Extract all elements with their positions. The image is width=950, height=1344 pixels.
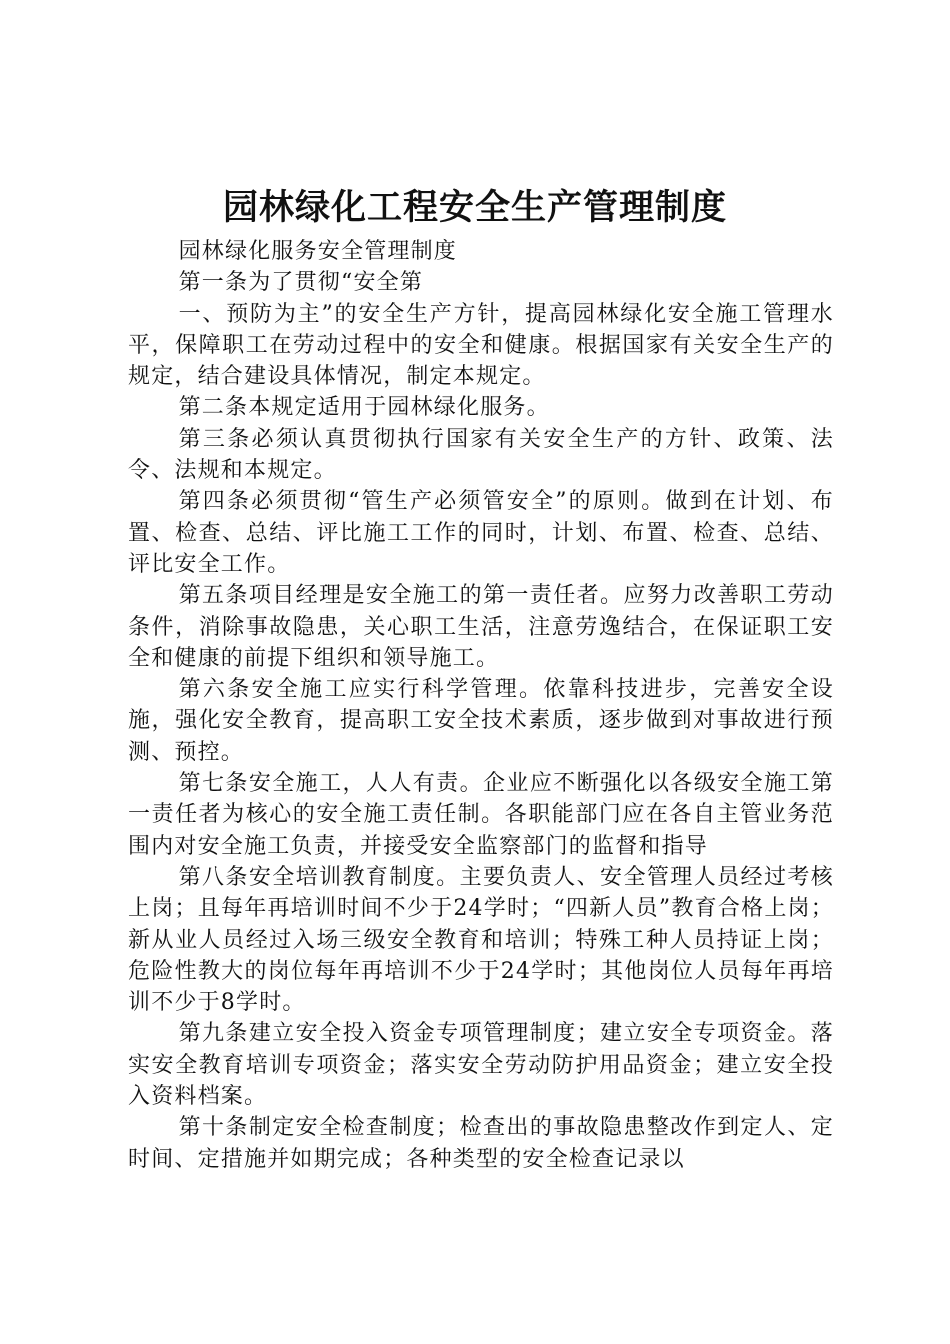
paragraph-subtitle: 园林绿化服务安全管理制度 — [178, 239, 457, 264]
paragraph-article-9: 第九条建立安全投入资金专项管理制度；建立安全专项资金。落实安全教育培训专项资金；落实安全劳动防护用品资金；建立安全投入资料档案。 — [128, 1021, 834, 1110]
paragraph-article-2: 第二条本规定适用于园林绿化服务。 — [178, 395, 550, 421]
paragraph-article-3: 第三条必须认真贯彻执行国家有关安全生产的方针、政策、法令、法规和本规定。 — [128, 426, 834, 484]
paragraph-article-6: 第六条安全施工应实行科学管理。依靠科技进步，完善安全设施，强化安全教育，提高职工安全技术素质，逐步做到对事故进行预测、预控。 — [128, 677, 834, 765]
paragraph-article-8: 第八条安全培训教育制度。主要负责人、安全管理人员经过考核上岗；且每年再培训时间不少于24学时；“四新人员”教育合格上岗；新从业人员经过入场三级安全教育和培训；特殊工种人员持证上岗；危险性教大的岗位每年再培训不少于24学时；其他岗位人员每年再培训不少于8学时。 — [128, 864, 834, 1016]
document-title: 园林绿化工程安全生产管理制度 — [222, 188, 727, 228]
paragraph-article-1: 一、预防为主”的安全生产方针，提高园林绿化安全施工管理水平，保障职工在劳动过程中的安全和健康。根据国家有关安全生产的规定，结合建设具体情况，制定本规定。 — [128, 301, 834, 390]
paragraph-article-4: 第四条必须贯彻“管生产必须管安全”的原则。做到在计划、布置、检查、总结、评比施工工作的同时，计划、布置、检查、总结、评比安全工作。 — [128, 489, 834, 577]
paragraph-article-10: 第十条制定安全检查制度；检查出的事故隐患整改作到定人、定时间、定措施并如期完成；各种类型的安全检查记录以 — [128, 1115, 834, 1172]
document-body — [128, 236, 834, 1175]
paragraph-article-7: 第七条安全施工，人人有责。企业应不断强化以各级安全施工第一责任者为核心的安全施工责任制。各职能部门应在各自主管业务范围内对安全施工负责，并接受安全监察部门的监督和指导 — [128, 771, 834, 859]
paragraph-article-5: 第五条项目经理是安全施工的第一责任者。应努力改善职工劳动条件，消除事故隐患，关心职工生活，注意劳逸结合，在保证职工安全和健康的前提下组织和领导施工。 — [128, 583, 834, 671]
paragraph-article-1-intro: 第一条为了贯彻“安全第 — [178, 270, 424, 296]
